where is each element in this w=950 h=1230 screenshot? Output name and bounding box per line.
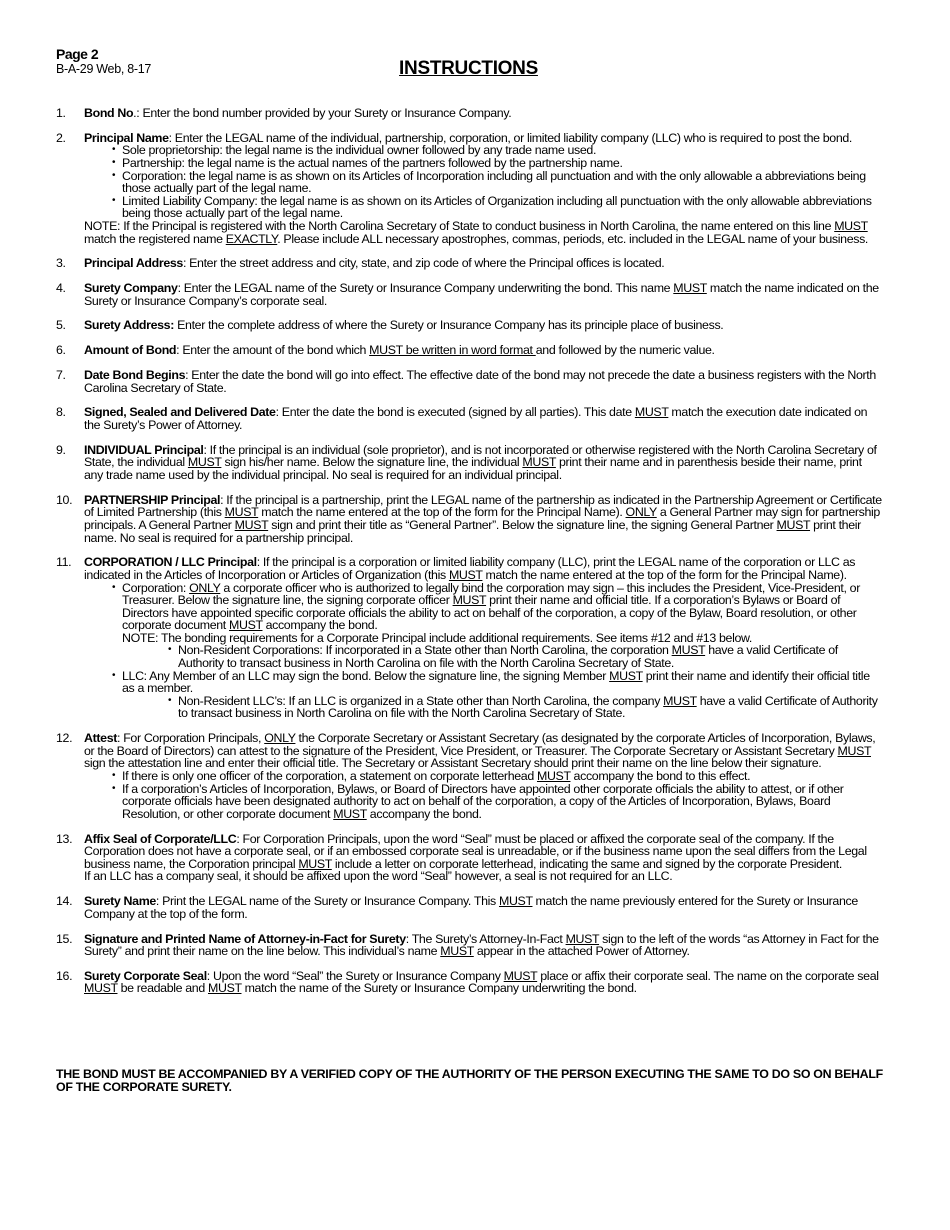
item-number: 1. bbox=[56, 106, 66, 120]
item-number: 2. bbox=[56, 130, 66, 145]
text: NOTE: The bonding requirements for a Corporate Principal include additional requirements. See items #12 and #13 below. bbox=[122, 630, 753, 645]
item-heading: Signature and Printed Name of Attorney-in-Fact for Surety bbox=[84, 931, 406, 946]
text: print their name and official title. If a corporation’s Bylaws or Board of Directors have appointed specific corporate officials the ability to act on behalf of the corporation, a copy of the Bylaw, Board resolution, or other corporate document bbox=[122, 593, 857, 633]
paragraph bbox=[84, 344, 882, 357]
emphasis-text: MUST bbox=[673, 281, 707, 296]
emphasis-text: EXACTLY bbox=[225, 231, 278, 246]
emphasis-text: MUST bbox=[609, 668, 643, 683]
page-number: Page 2 bbox=[56, 46, 99, 62]
instruction-item bbox=[56, 282, 882, 307]
instruction-item bbox=[56, 257, 882, 270]
emphasis-text: MUST bbox=[498, 894, 533, 909]
item-heading: Surety Address: bbox=[84, 318, 175, 333]
text: accompany the bond. bbox=[262, 618, 378, 633]
text: : If the principal is an individual (sole proprietor), and is not incorporated or otherwise registered with the North Carolina Secretary of State, the individual bbox=[84, 442, 877, 470]
text: sign and print their title as “General Partner”. Below the signature line, the signing General Partner bbox=[268, 517, 777, 532]
text: a General Partner may sign for partnership principals. A General Partner bbox=[84, 505, 880, 532]
paragraph bbox=[84, 257, 882, 270]
text: match the name entered at the top of the form for the Principal Name). bbox=[482, 567, 847, 582]
text: accompany the bond to this effect. bbox=[570, 769, 751, 783]
item-heading: Principal Address bbox=[84, 256, 183, 271]
text: LLC: Any Member of an LLC may sign the bond. Below the signature line, the signing Member bbox=[122, 668, 610, 683]
text: match the name previously entered for the Surety or Insurance Company at the top of the form. bbox=[84, 894, 858, 921]
emphasis-text: MUST bbox=[452, 593, 487, 608]
item-heading: Surety Name bbox=[84, 894, 156, 909]
bullet-point bbox=[84, 695, 882, 720]
emphasis-text: MUST bbox=[440, 944, 474, 959]
emphasis-text: MUST bbox=[448, 567, 483, 582]
text: Corporation: bbox=[122, 580, 190, 595]
item-number: 4. bbox=[56, 281, 66, 296]
text: place or affix their corporate seal. The name on the corporate seal bbox=[537, 968, 879, 983]
text: NOTE: If the Principal is registered with the North Carolina Secretary of State to conduct business in North Carolina, the name entered on this line bbox=[84, 218, 835, 233]
emphasis-text: ONLY bbox=[189, 580, 221, 595]
paragraph bbox=[84, 494, 882, 544]
text: include a letter on corporate letterhead, indicating the same and signed by the corporate President. bbox=[331, 856, 842, 871]
text: have a valid Certificate of Authority to transact business in North Carolina on file with the North Carolina Secretary of State. bbox=[178, 643, 838, 671]
text: Enter the complete address of where the Surety or Insurance Company has its principle place of business. bbox=[174, 318, 724, 333]
text: Corporation: the legal name is as shown on its Articles of Incorporation including all punctuation and with the only allowable a abbreviations being those actually part of the legal name. bbox=[122, 168, 866, 196]
text: .: Enter the bond number provided by your Surety or Insurance Company. bbox=[133, 106, 512, 120]
text: accompany the bond. bbox=[366, 806, 482, 821]
text: : Enter the amount of the bond which bbox=[176, 343, 370, 358]
instruction-item bbox=[56, 895, 882, 920]
emphasis-text: MUST be written in word format bbox=[369, 343, 536, 358]
instruction-item bbox=[56, 933, 882, 958]
item-number: 7. bbox=[56, 368, 66, 383]
instruction-item bbox=[56, 132, 882, 245]
text: : For Corporation Principals, bbox=[117, 731, 265, 746]
bullet-point bbox=[84, 783, 882, 821]
paragraph bbox=[84, 833, 882, 871]
text: If a corporation’s Articles of Incorporation, Bylaws, or Board of Directors have appointed other corporate officials the ability to attest, or if other corporate officials have been designated authority to act on behalf of the corporation, a copy of the Articles of Incorporation, Bylaws, Board Resolution, or other corporate document bbox=[122, 781, 844, 821]
emphasis-text: MUST bbox=[663, 693, 697, 708]
paragraph bbox=[84, 282, 882, 307]
bullet-point bbox=[84, 670, 882, 695]
item-number: 9. bbox=[56, 442, 66, 457]
instruction-item bbox=[56, 970, 882, 995]
item-number: 12. bbox=[56, 731, 73, 746]
text: Limited Liability Company: the legal name is as shown on its Articles of Organization including all punctuation with the only allowable abbreviations being those actually part of the legal name. bbox=[122, 193, 872, 221]
emphasis-text: MUST bbox=[776, 517, 811, 532]
text: be readable and bbox=[117, 981, 208, 996]
instruction-item bbox=[56, 494, 882, 544]
bullet-point bbox=[84, 582, 882, 632]
paragraph bbox=[84, 870, 882, 883]
paragraph bbox=[84, 369, 882, 394]
emphasis-text: MUST bbox=[333, 806, 367, 821]
text: : Print the LEGAL name of the Surety or Insurance Company. This bbox=[155, 894, 499, 909]
paragraph bbox=[84, 732, 882, 770]
item-number: 6. bbox=[56, 343, 66, 358]
item-number: 3. bbox=[56, 256, 66, 271]
item-number: 10. bbox=[56, 492, 73, 507]
paragraph bbox=[84, 319, 882, 332]
text: sign the attestation line and enter their official title. The Secretary or Assistant Secretary should print their name on the line below their signature. bbox=[84, 756, 822, 771]
paragraph bbox=[84, 556, 882, 581]
page-title: INSTRUCTIONS bbox=[399, 58, 538, 79]
text: : Enter the date the bond is executed (signed by all parties). This date bbox=[275, 405, 635, 420]
paragraph bbox=[84, 970, 882, 995]
instruction-item bbox=[56, 369, 882, 394]
text: . Please include ALL necessary apostrophes, commas, periods, etc. included in the LEGAL name of your business. bbox=[277, 231, 869, 246]
text: print their name. No seal is required for a partnership principal. bbox=[84, 517, 861, 545]
instruction-item bbox=[56, 344, 882, 357]
bullet-point bbox=[84, 644, 882, 669]
emphasis-text: MUST bbox=[834, 218, 868, 233]
text: Partnership: the legal name is the actual names of the partners followed by the partnership name. bbox=[122, 155, 623, 170]
text: : Enter the street address and city, state, and zip code of where the Principal offices is located. bbox=[182, 256, 665, 271]
bullet-point bbox=[84, 170, 882, 195]
text: match the execution date indicated on the Surety’s Power of Attorney. bbox=[84, 405, 868, 432]
text: : If the principal is a corporation or limited liability company (LLC), print the LEGAL name of the corporation or LLC as indicated in the Articles of Incorporation or Articles of Organization (this bbox=[84, 555, 856, 582]
item-heading: Signed, Sealed and Delivered Date bbox=[84, 405, 276, 420]
text: print their name and identify their official title as a member. bbox=[122, 668, 870, 696]
item-number: 8. bbox=[56, 405, 66, 420]
form-id: B-A-29 Web, 8-17 bbox=[56, 62, 152, 76]
text: : If the principal is a partnership, print the LEGAL name of the partnership as indicated in the Partnership Agreement or Certificate of Limited Partnership (this bbox=[84, 492, 882, 520]
emphasis-text: MUST bbox=[522, 455, 556, 470]
text: print their name and in parenthesis beside their name, print any trade name used by the individual principal. No seal is required for an individual principal. bbox=[84, 455, 862, 482]
paragraph bbox=[84, 933, 882, 958]
instruction-item bbox=[56, 732, 882, 820]
text: sign his/her name. Below the signature line, the individual bbox=[221, 455, 523, 470]
item-heading: Affix Seal of Corporate/LLC bbox=[84, 831, 237, 846]
item-heading: CORPORATION / LLC Principal bbox=[84, 555, 257, 570]
footer-notice: THE BOND MUST BE ACCOMPANIED BY A VERIFIED COPY OF THE AUTHORITY OF THE PERSON EXECUTING THE SAME TO DO SO ON BEHALF OF THE CORPORATE SURETY. bbox=[56, 1067, 883, 1094]
emphasis-text: MUST bbox=[229, 618, 263, 633]
emphasis-text: MUST bbox=[634, 405, 669, 420]
item-number: 11. bbox=[56, 555, 72, 570]
text: Non-Resident Corporations: If incorporated in a State other than North Carolina, the corporation bbox=[178, 643, 672, 658]
text: match the registered name bbox=[84, 231, 226, 246]
emphasis-text: MUST bbox=[298, 856, 332, 871]
paragraph bbox=[84, 444, 882, 482]
item-number: 13. bbox=[56, 831, 73, 846]
item-number: 14. bbox=[56, 894, 73, 909]
text: sign to the left of the words “as Attorney in Fact for the Surety” and print their name on the line below. This individual’s name bbox=[84, 931, 879, 959]
text: match the name of the Surety or Insurance Company underwriting the bond. bbox=[241, 981, 637, 996]
item-heading: INDIVIDUAL Principal bbox=[84, 442, 204, 457]
text: match the name indicated on the Surety or Insurance Company’s corporate seal. bbox=[84, 281, 879, 308]
item-heading: PARTNERSHIP Principal bbox=[84, 492, 221, 507]
emphasis-text: MUST bbox=[837, 743, 871, 758]
emphasis-text: MUST bbox=[84, 981, 118, 996]
text: a corporate officer who is authorized to legally bind the corporation may sign – this includes the President, Vice-President, or Treasurer. Below the signature line, the signing corporate officer bbox=[122, 580, 860, 608]
instruction-item bbox=[56, 444, 882, 482]
text: Non-Resident LLC’s: If an LLC is organized in a State other than North Carolina, the company bbox=[178, 693, 664, 708]
text: the Corporate Secretary or Assistant Secretary (as designated by the corporate Articles of Incorporation, Bylaws, or the Board of Directors) can attest to the signature of the President, Vice President, or Treasurer. The Corporate Secretary or Assistant Secretary bbox=[84, 731, 876, 758]
instruction-item bbox=[56, 319, 882, 332]
item-number: 16. bbox=[56, 968, 73, 983]
paragraph bbox=[84, 406, 882, 431]
instruction-item bbox=[56, 833, 882, 883]
bullet-point bbox=[84, 195, 882, 220]
text: Sole proprietorship: the legal name is the individual owner followed by any trade name used. bbox=[122, 143, 597, 158]
instruction-item bbox=[56, 107, 882, 120]
text: : Enter the LEGAL name of the Surety or Insurance Company underwriting the bond. This name bbox=[177, 281, 674, 296]
item-heading: Date Bond Begins bbox=[84, 368, 186, 383]
text: : The Surety’s Attorney-In-Fact bbox=[405, 931, 566, 946]
paragraph bbox=[84, 107, 882, 120]
item-heading: Surety Company bbox=[84, 281, 178, 296]
item-heading: Attest bbox=[84, 731, 118, 746]
item-heading: Principal Name bbox=[84, 130, 169, 145]
emphasis-text: MUST bbox=[671, 643, 706, 658]
text: : Upon the word “Seal” the Surety or Insurance Company bbox=[206, 968, 504, 983]
instructions-list bbox=[56, 107, 882, 1007]
text: and followed by the numeric value. bbox=[535, 343, 715, 358]
text: If an LLC has a company seal, it should be affixed upon the word “Seal” however, a seal is not required for an LLC. bbox=[84, 869, 673, 884]
emphasis-text: MUST bbox=[565, 931, 600, 946]
text: If there is only one officer of the corporation, a statement on corporate letterhead bbox=[122, 769, 537, 783]
paragraph bbox=[84, 895, 882, 920]
emphasis-text: MUST bbox=[187, 455, 222, 470]
item-heading: Surety Corporate Seal bbox=[84, 968, 207, 983]
instruction-item bbox=[56, 556, 882, 720]
text: match the name entered at the top of the form for the Principal Name). bbox=[258, 505, 626, 520]
text: have a valid Certificate of Authority to transact business in North Carolina on file with the North Carolina Secretary of State. bbox=[178, 693, 878, 721]
emphasis-text: MUST bbox=[208, 981, 242, 996]
emphasis-text: ONLY bbox=[625, 505, 657, 520]
text: : For Corporation Principals, upon the word “Seal” must be placed or affixed the corporate seal of the company. If the Corporation does not have a corporate seal, or if an embossed corporate seal is unreadable, or if the business name upon the seal differs from the Legal business name, the Corporation principal bbox=[84, 831, 867, 871]
item-number: 15. bbox=[56, 931, 73, 946]
item-heading: Bond No bbox=[84, 106, 134, 120]
text: : Enter the date the bond will go into effect. The effective date of the bond may not precede the date a business registers with the North Carolina Secretary of State. bbox=[84, 368, 876, 395]
emphasis-text: MUST bbox=[536, 769, 571, 783]
item-heading: Amount of Bond bbox=[84, 343, 177, 358]
emphasis-text: MUST bbox=[503, 968, 538, 983]
item-number: 5. bbox=[56, 318, 66, 333]
emphasis-text: MUST bbox=[224, 505, 259, 520]
text: : Enter the LEGAL name of the individual, partnership, corporation, or limited liability company (LLC) who is required to post the bond. bbox=[168, 130, 853, 145]
text: appear in the attached Power of Attorney. bbox=[473, 944, 690, 959]
paragraph bbox=[84, 220, 882, 245]
emphasis-text: ONLY bbox=[264, 731, 296, 746]
instruction-item bbox=[56, 406, 882, 431]
emphasis-text: MUST bbox=[234, 517, 269, 532]
